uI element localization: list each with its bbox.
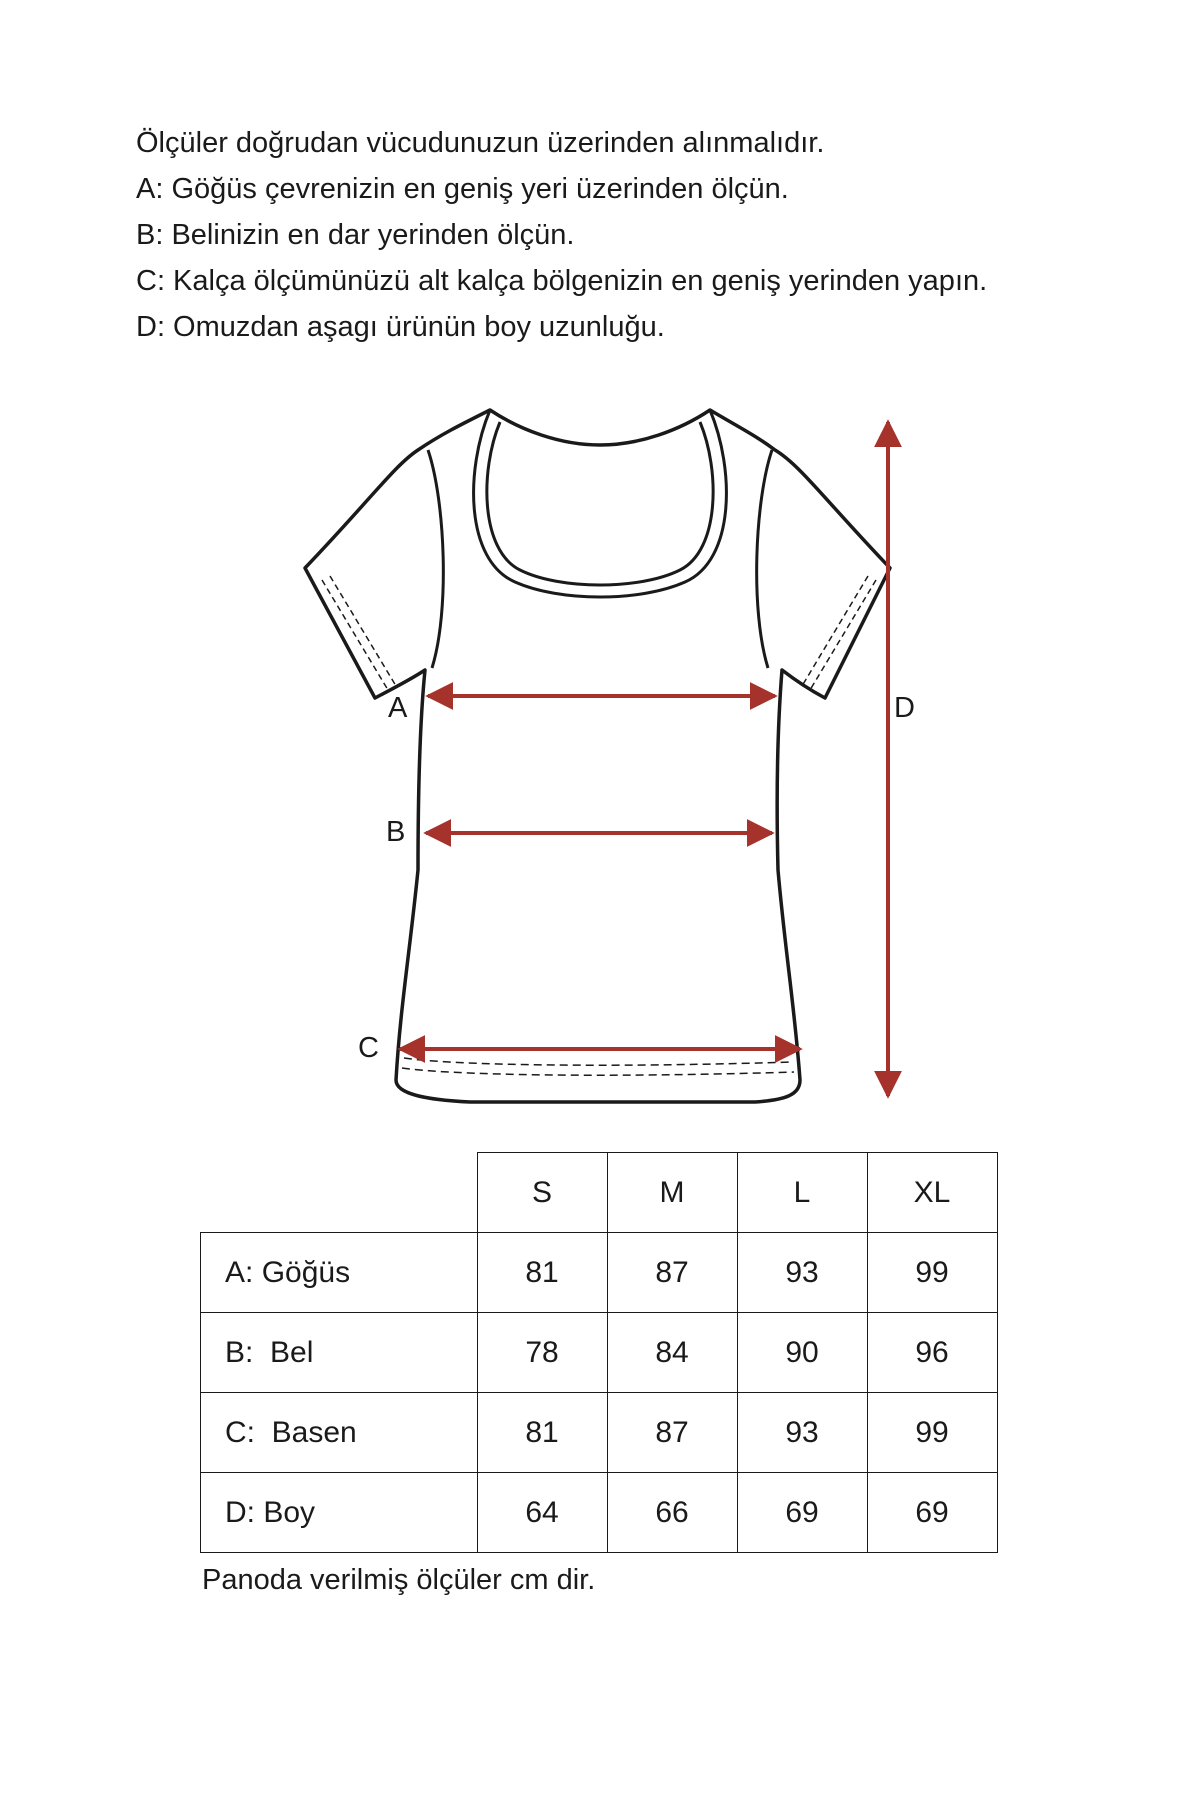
label-c: C [358,1032,379,1064]
table-cell: 93 [737,1233,867,1313]
units-footnote: Panoda verilmiş ölçüler cm dir. [202,1564,596,1596]
table-cell: 87 [607,1393,737,1473]
table-row [201,1393,998,1473]
instruction-b-waist: B: Belinizin en dar yerinden ölçün. [136,219,575,251]
table-header-row [201,1153,998,1233]
row-label-chest: A: Göğüs [201,1233,478,1313]
label-a: A [388,692,408,724]
table-cell: 84 [607,1313,737,1393]
instruction-c-hip: C: Kalça ölçümünüzü alt kalça bölgenizin en geniş yerinden yapın. [136,265,988,297]
table-cell: 90 [737,1313,867,1393]
instruction-intro: Ölçüler doğrudan vücudunuzun üzerinden alınmalıdır. [136,127,825,159]
row-label-hip: C: Basen [201,1393,478,1473]
table-row [201,1313,998,1393]
table-corner-cell [201,1153,478,1233]
size-header-xl: XL [867,1153,997,1233]
instruction-a-chest: A: Göğüs çevrenizin en geniş yeri üzerinden ölçün. [136,173,789,205]
table-cell: 78 [477,1313,607,1393]
instruction-d-length: D: Omuzdan aşagı ürünün boy uzunluğu. [136,311,665,343]
size-header-m: M [607,1153,737,1233]
table-cell: 66 [607,1473,737,1553]
table-cell: 81 [477,1393,607,1473]
tshirt-measurement-diagram [0,390,1200,1110]
table-cell: 96 [867,1313,997,1393]
table-cell: 99 [867,1233,997,1313]
table-row [201,1473,998,1553]
table-cell: 69 [867,1473,997,1553]
table-cell: 87 [607,1233,737,1313]
label-b: B [386,816,406,848]
table-cell: 64 [477,1473,607,1553]
size-chart-table [200,1152,998,1553]
table-cell: 69 [737,1473,867,1553]
table-cell: 81 [477,1233,607,1313]
tshirt-outline [305,410,890,1102]
table-cell: 93 [737,1393,867,1473]
measurement-instructions [136,120,1116,350]
table-cell: 99 [867,1393,997,1473]
row-label-waist: B: Bel [201,1313,478,1393]
label-d: D [894,692,915,724]
row-label-length: D: Boy [201,1473,478,1553]
table-row [201,1233,998,1313]
size-header-s: S [477,1153,607,1233]
size-header-l: L [737,1153,867,1233]
